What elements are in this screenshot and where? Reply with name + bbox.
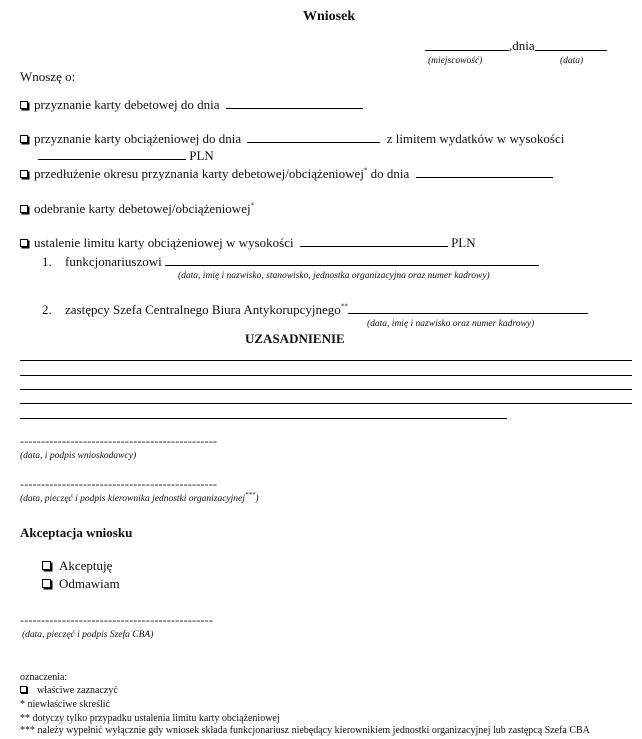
date-field[interactable]: [535, 38, 607, 51]
option-revocation[interactable]: [20, 201, 254, 217]
subitem-number: 2.: [42, 302, 52, 317]
deputy-details-field[interactable]: [348, 301, 588, 314]
subitem-officer-label: funkcjonariuszowi: [65, 254, 162, 269]
date-separator: ,dnia: [509, 38, 535, 53]
applicant-signature-caption: (data, i podpis wnioskodawcy): [20, 451, 137, 461]
legend-title: oznaczenia:: [20, 672, 68, 683]
option-extension-label: przedłużenie okresu przyznania karty debetowej/obciążeniowej: [34, 166, 364, 181]
document-title: Wniosek: [303, 9, 356, 24]
currency-label: PLN: [189, 148, 214, 163]
checkbox-icon[interactable]: [20, 135, 28, 143]
checkbox-icon: [20, 686, 27, 693]
applicant-signature-line[interactable]: -----------------------------------------------: [20, 434, 218, 448]
officer-details-field[interactable]: [165, 253, 539, 266]
reject-label: Odmawiam: [59, 576, 120, 591]
head-signature-caption-end: ): [255, 494, 259, 504]
option-limit[interactable]: [20, 234, 476, 251]
legend-star3: *** należy wypełnić wyłącznie gdy wniosek składa funkcjonariusz niebędący kierownikiem jednostki organizacyjnej lub zastępcą Szefa CBA: [20, 725, 590, 736]
option-extension-tail: do dnia: [370, 166, 410, 181]
legend-star2: ** dotyczy tylko przypadku ustalenia limitu karty obciążeniowej: [20, 713, 280, 724]
option-revocation-label: odebranie karty debetowej/obciążeniowej: [34, 201, 251, 216]
head-signature-line[interactable]: -----------------------------------------------: [20, 477, 218, 491]
debit-card-date-field[interactable]: [226, 96, 363, 109]
checkbox-icon[interactable]: [20, 239, 28, 247]
accept-label: Akceptuję: [59, 558, 113, 573]
reject-option[interactable]: [42, 576, 120, 592]
charge-card-date-field[interactable]: [247, 130, 380, 143]
justification-heading: UZASADNIENIE: [245, 331, 345, 346]
legend-star1: * niewłaściwe skreślić: [20, 699, 110, 710]
currency-label: PLN: [451, 235, 476, 250]
date-caption: (data): [560, 56, 584, 66]
checkbox-icon[interactable]: [20, 205, 28, 213]
acceptance-heading: Akceptacja wniosku: [20, 525, 133, 540]
footnote-mark: *: [363, 166, 368, 175]
footnote-mark: *: [250, 201, 255, 210]
justification-line[interactable]: [20, 418, 507, 419]
checkbox-icon[interactable]: [20, 101, 28, 109]
limit-subitem-deputy: [42, 301, 588, 318]
option-debit-card[interactable]: [20, 96, 363, 113]
option-debit-card-label: przyznanie karty debetowej do dnia: [34, 97, 220, 112]
charge-card-limit-line: [38, 147, 214, 164]
justification-line[interactable]: [20, 403, 632, 404]
accept-option[interactable]: [42, 558, 112, 574]
head-signature-caption: [20, 490, 259, 504]
checkbox-icon[interactable]: [42, 561, 51, 570]
option-limit-label: ustalenie limitu karty obciążeniowej w wysokości: [34, 235, 294, 250]
place-caption: (miejscowość): [428, 56, 483, 66]
request-intro: Wnoszę o:: [20, 69, 76, 84]
justification-line[interactable]: [20, 389, 632, 390]
legend-box-note: [20, 685, 118, 696]
officer-details-caption: (data, imię i nazwisko, stanowisko, jednostka organizacyjna oraz numer kadrowy): [178, 271, 490, 281]
checkbox-icon[interactable]: [42, 579, 51, 588]
extension-date-field[interactable]: [416, 165, 553, 178]
legend-box-note-text: właściwe zaznaczyć: [37, 685, 118, 696]
charge-card-limit-field[interactable]: [38, 147, 186, 160]
limit-subitem-officer: [42, 253, 539, 270]
checkbox-icon[interactable]: [20, 170, 28, 178]
subitem-number: 1.: [42, 254, 52, 269]
option-charge-card-label: przyznanie karty obciążeniowej do dnia: [34, 131, 242, 146]
justification-line[interactable]: [20, 375, 632, 376]
option-charge-card[interactable]: [20, 130, 564, 147]
option-extension[interactable]: [20, 165, 553, 182]
subitem-deputy-label: zastępcy Szefa Centralnego Biura Antykorupcyjnego: [65, 302, 341, 317]
charge-card-limit-label: z limitem wydatków w wysokości: [386, 131, 565, 146]
limit-amount-field[interactable]: [300, 234, 448, 247]
cba-head-signature-line[interactable]: ----------------------------------------------: [20, 613, 214, 627]
deputy-details-caption: (data, imię i nazwisko oraz numer kadrowy): [367, 319, 535, 329]
cba-head-signature-caption: (data, pieczęć i podpis Szefa CBA): [22, 630, 154, 640]
place-field[interactable]: [425, 38, 509, 51]
justification-line[interactable]: [20, 360, 632, 361]
footnote-mark: ***: [244, 490, 256, 499]
footnote-mark: **: [340, 302, 348, 311]
head-signature-caption-text: (data, pieczęć i podpis kierownika jednostki organizacyjnej: [20, 494, 245, 504]
